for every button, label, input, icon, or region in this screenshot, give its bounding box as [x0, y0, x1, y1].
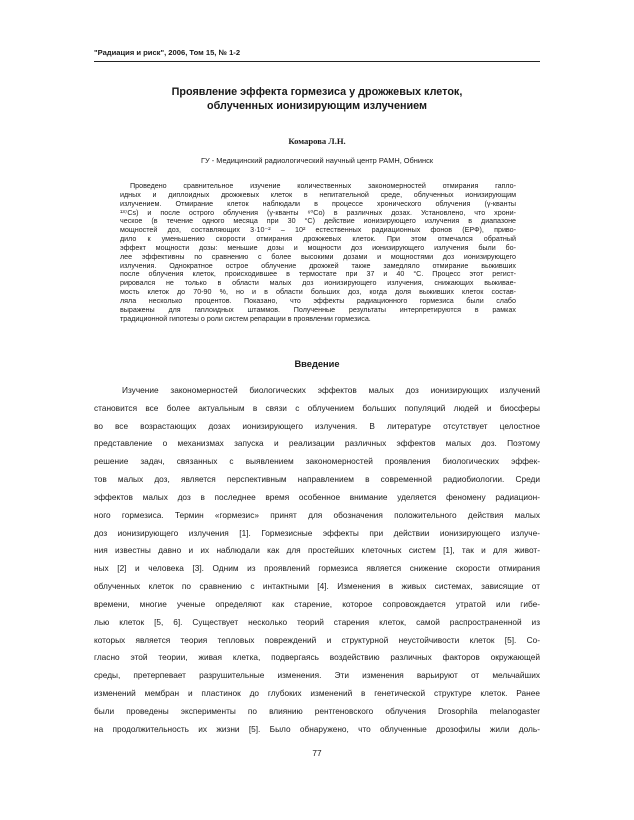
body-line: доз ионизирующего излучения [1]. Гормезисные эффекты при действии ионизирующего излуче-: [94, 527, 540, 538]
abstract-line: ляла несколько процентов. Показано, что эффекты радиационного гормезиса были слабо: [120, 296, 516, 305]
body-line: среды, претерпевает разрушительные изменения. Эти изменения варьируют от мельчайших: [94, 670, 540, 681]
body-line: времени, многие ученые определяют как старение, которое сопровождается утратой или гибе-: [94, 598, 540, 609]
body-line: ного гормезиса. Термин «гормезис» принят для обозначения положительного действия малых: [94, 509, 540, 520]
title-line: Проявление эффекта гормезиса у дрожжевых клеток,: [171, 86, 463, 98]
body-line: гласно этой теории, живая клетка, подвергаясь воздействию различных факторов окружающей: [94, 652, 540, 663]
abstract-line: ческое (в течение одного месяца при 30 °С) действие ионизирующего излучения в диапазоне: [120, 217, 516, 226]
abstract-line: мощностей доз, составляющих 3·10⁻² – 10² естественных радиационных фонов (ЕРФ), приво-: [120, 226, 516, 235]
author-name: Комарова Л.Н.: [288, 136, 346, 146]
body-line: становится все более актуальным в связи с облучением больших популяций людей и биосферы: [94, 402, 540, 413]
body-line: Изучение закономерностей биологических эффектов малых доз ионизирующих излучений: [122, 385, 540, 395]
body-line: ных [2] и человека [3]. Одним из проявлений гормезиса является снижение скорости отмирания: [94, 563, 540, 574]
abstract-line: после облучения клеток, происходившее в термостате при 37 и 40 °С. Процесс этот регист-: [120, 270, 516, 279]
abstract-line: дило к уменьшению скорости отмирания дрожжевых клеток. При этом отмечался обратный: [120, 235, 516, 244]
body-line: были проведены эксперименты по влиянию рентгеновского облучения Drosophila melanogaster: [94, 705, 540, 716]
header-rule: [94, 61, 540, 62]
abstract-line: излучения. Однократное острое облучение дрожжей также замедляло отмирание выживших: [120, 261, 516, 270]
body-line: во все возрастающих дозах ионизирующего излучения. В литературе отсутствует целостное: [94, 420, 540, 431]
affiliation: ГУ - Медицинский радиологический научный центр РАМН, Обнинск: [201, 156, 433, 165]
journal-header: "Радиация и риск", 2006, Том 15, № 1-2: [94, 48, 241, 57]
abstract-line: выражены для гаплоидных штаммов. Полученные результаты интерпретируются в рамках: [120, 305, 516, 314]
abstract-line: мость клеток до 70-90 %, но и в области больших доз, когда доля выживших клеток состав-: [120, 288, 516, 297]
page-number: 77: [312, 748, 322, 758]
body-line: на продолжительность их жизни [5]. Было обнаружено, что облученные дрозофилы жили доль-: [94, 723, 540, 734]
abstract: [120, 182, 516, 324]
abstract-line: лее эффективны по сравнению с более высокими дозами и мощностями доз ионизирующего: [120, 252, 516, 261]
body-line: которых является теория тепловых повреждений и структурной неустойчивости клеток [5]. Со-: [94, 634, 540, 645]
abstract-line: рировался не только в области малых доз ионизирующего излучения, снижающих выживае-: [120, 279, 516, 288]
body-line: решение задач, связанных с выявлением закономерностей проявления биологических эффек-: [94, 456, 540, 467]
body-line: представление о механизмах запуска и реализации различных эффектов малых доз. Поэтому: [94, 438, 540, 449]
section-heading: Введение: [294, 359, 340, 369]
body-line: облученных клеток по сравнению с интактными [4]. Изменения в живых системах, зависящие от: [94, 581, 540, 592]
body-text: [94, 382, 540, 739]
body-line: лью клеток [5, 6]. Существует несколько теорий старения клеток, самой распространенной из: [94, 616, 540, 627]
abstract-line: традиционной гипотезы о роли систем репарации в проявлении гормезиса.: [120, 314, 371, 323]
body-line: эффектов малых доз в последнее время особенное внимание уделяется феномену радиацион-: [94, 491, 540, 502]
body-line: ния известны давно и их наблюдали как для простейших клеточных систем [1], так и для живот-: [94, 545, 540, 556]
abstract-line: ¹³⁷Cs) и после острого облучения (γ-кванты ⁶⁰Co) в различных дозах. Установлено, что хрони-: [120, 208, 516, 217]
abstract-line: идных и диплоидных дрожжевых клеток в непитательной среде, облученных ионизирующим: [120, 190, 516, 199]
body-line: тов малых доз, является перспективным направлением в современной радиобиологии. Среди: [94, 474, 540, 485]
abstract-line: эффект мощности дозы: меньшие дозы и мощности доз ионизирующего излучения были бо-: [120, 243, 516, 252]
abstract-line: Проведено сравнительное изучение количественных закономерностей отмирания гапло-: [130, 182, 516, 190]
abstract-line: излучением. Отмирание клеток наблюдали в процессе хронического облучения (γ-кванты: [120, 199, 516, 208]
article-title: [94, 86, 540, 113]
body-line: изменений мембран и пластинок до глубоких изменений в генетической структуре клеток. Ранее: [94, 688, 540, 699]
title-line: облученных ионизирующим излучением: [207, 99, 427, 112]
